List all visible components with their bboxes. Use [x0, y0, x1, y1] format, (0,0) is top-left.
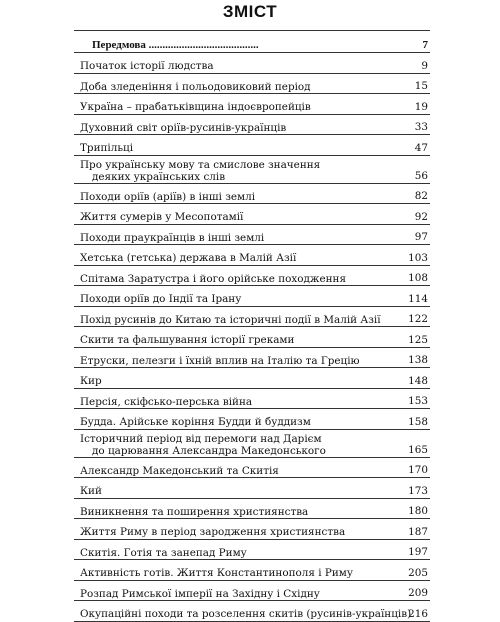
toc-entry-page-number: 165 [408, 443, 428, 456]
toc-entry-title: Кир [80, 375, 102, 387]
toc-entry-page-number: 209 [408, 587, 428, 599]
toc-entry-title: Скити та фальшування історії греками [80, 334, 295, 346]
toc-entry-title: Александр Македонський та Скитія [80, 464, 279, 477]
toc-entry-title: Похід русинів до Китаю та історичні події в Малій Азії [80, 313, 381, 326]
toc-entry-title: Походи праукраїнців в інші землі [80, 231, 265, 244]
toc-entry-page-number: 216 [408, 607, 428, 620]
toc-entry [74, 348, 430, 369]
table-of-contents [74, 30, 430, 622]
toc-entry-page-number: 173 [408, 484, 428, 497]
toc-entry-title: Трипільці [80, 142, 134, 154]
toc-entry-title: Виникнення та поширення християнства [80, 505, 309, 518]
toc-entry-page-number: 197 [408, 546, 428, 558]
toc-entry-title: Початок історії людства [80, 60, 214, 72]
toc-entry [74, 30, 430, 53]
toc-entry-title: Етруски, пелезги і їхній вплив на Італію та Грецію [80, 354, 360, 367]
toc-entry-title: Хетська (гетська) держава в Малій Азії [80, 252, 297, 264]
toc-entry-title: Активність готів. Життя Константинополя і Риму [80, 567, 353, 579]
toc-entry-title: Походи оріїв (аріїв) в інші землі [80, 190, 256, 203]
toc-entry [74, 478, 430, 499]
toc-entry [74, 135, 430, 156]
toc-entry-title-continued: деяких українських слів [92, 170, 226, 183]
toc-entry-page-number: 82 [414, 190, 428, 202]
page-title: ЗМІСТ [222, 2, 278, 21]
toc-entry-title: Життя сумерів у Месопотамії [80, 211, 244, 223]
toc-entry-title: Походи оріїв до Індії та Ірану [80, 293, 242, 305]
toc-entry-page-number: 122 [408, 313, 428, 325]
toc-entry-title-continued: до царювання Александра Македонського [92, 444, 326, 457]
toc-entry-title: Розпад Римської імперії на Західну і Східну [80, 587, 320, 600]
toc-entry-page-number: 187 [408, 525, 428, 538]
toc-entry [74, 368, 430, 389]
toc-entry [74, 430, 430, 458]
toc-entry [74, 156, 430, 184]
toc-entry [74, 307, 430, 328]
toc-entry-page-number: 56 [414, 169, 428, 182]
toc-entry [74, 286, 430, 307]
toc-entry [74, 409, 430, 430]
toc-entry-page-number: 33 [414, 121, 428, 133]
toc-entry-page-number: 158 [408, 415, 428, 428]
toc-entry-page-number: 153 [408, 395, 428, 407]
toc-entry [74, 458, 430, 479]
toc-entry [74, 94, 430, 115]
toc-entry-title: Окупаційні походи та розселення скитів (русинів-українців) [80, 608, 412, 620]
toc-entry-page-number: 19 [414, 100, 428, 113]
toc-entry-page-number: 138 [408, 354, 428, 366]
toc-entry-page-number: 205 [408, 566, 428, 579]
toc-entry [74, 601, 430, 622]
toc-entry-page-number: 7 [422, 39, 428, 51]
toc-entry [74, 540, 430, 561]
toc-entry [74, 266, 430, 287]
toc-entry [74, 499, 430, 520]
toc-entry-page-number: 170 [408, 464, 428, 476]
toc-entry [74, 204, 430, 225]
toc-entry-title: Духовний світ оріїв-русинів-українців [80, 121, 287, 134]
toc-entry [74, 74, 430, 95]
toc-entry [74, 184, 430, 205]
toc-entry-page-number: 92 [414, 210, 428, 223]
toc-entry-page-number: 15 [414, 80, 428, 92]
toc-entry-page-number: 103 [408, 251, 428, 264]
toc-entry [74, 389, 430, 410]
toc-entry-title: Скитія. Готія та занепад Риму [80, 546, 247, 559]
toc-entry-page-number: 97 [414, 231, 428, 243]
toc-entry-page-number: 9 [421, 59, 428, 72]
toc-entry-title: Передмова ........................................ [92, 39, 259, 51]
toc-entry-page-number: 114 [408, 292, 428, 305]
toc-entry-title: Про українську мову та смислове значення [80, 158, 321, 171]
toc-entry-page-number: 180 [408, 505, 428, 517]
toc-entry [74, 225, 430, 246]
toc-entry-title: Життя Риму в період зародження християнства [80, 526, 346, 538]
toc-entry-title: Кий [80, 485, 102, 497]
toc-entry-title: Україна – прабатьківщина індоєвропейців [80, 101, 311, 113]
toc-entry [74, 327, 430, 348]
toc-entry [74, 53, 430, 74]
toc-entry-page-number: 108 [408, 272, 428, 284]
toc-entry [74, 519, 430, 540]
toc-entry-page-number: 125 [408, 333, 428, 346]
toc-entry-title: Персія, скіфсько-перська війна [80, 395, 253, 408]
toc-entry-title: Доба зледеніння і польодовиковий період [80, 80, 311, 93]
toc-entry [74, 245, 430, 266]
toc-entry-title: Історичний період від перемоги над Дарієм [80, 432, 322, 445]
toc-entry [74, 115, 430, 136]
toc-entry [74, 581, 430, 602]
toc-entry-page-number: 148 [408, 374, 428, 387]
toc-entry-page-number: 47 [414, 141, 428, 154]
toc-entry [74, 560, 430, 581]
toc-entry-title: Спітама Заратустра і його орійське походження [80, 272, 347, 285]
toc-entry-title: Будда. Арійське коріння Будди й буддизм [80, 416, 311, 428]
